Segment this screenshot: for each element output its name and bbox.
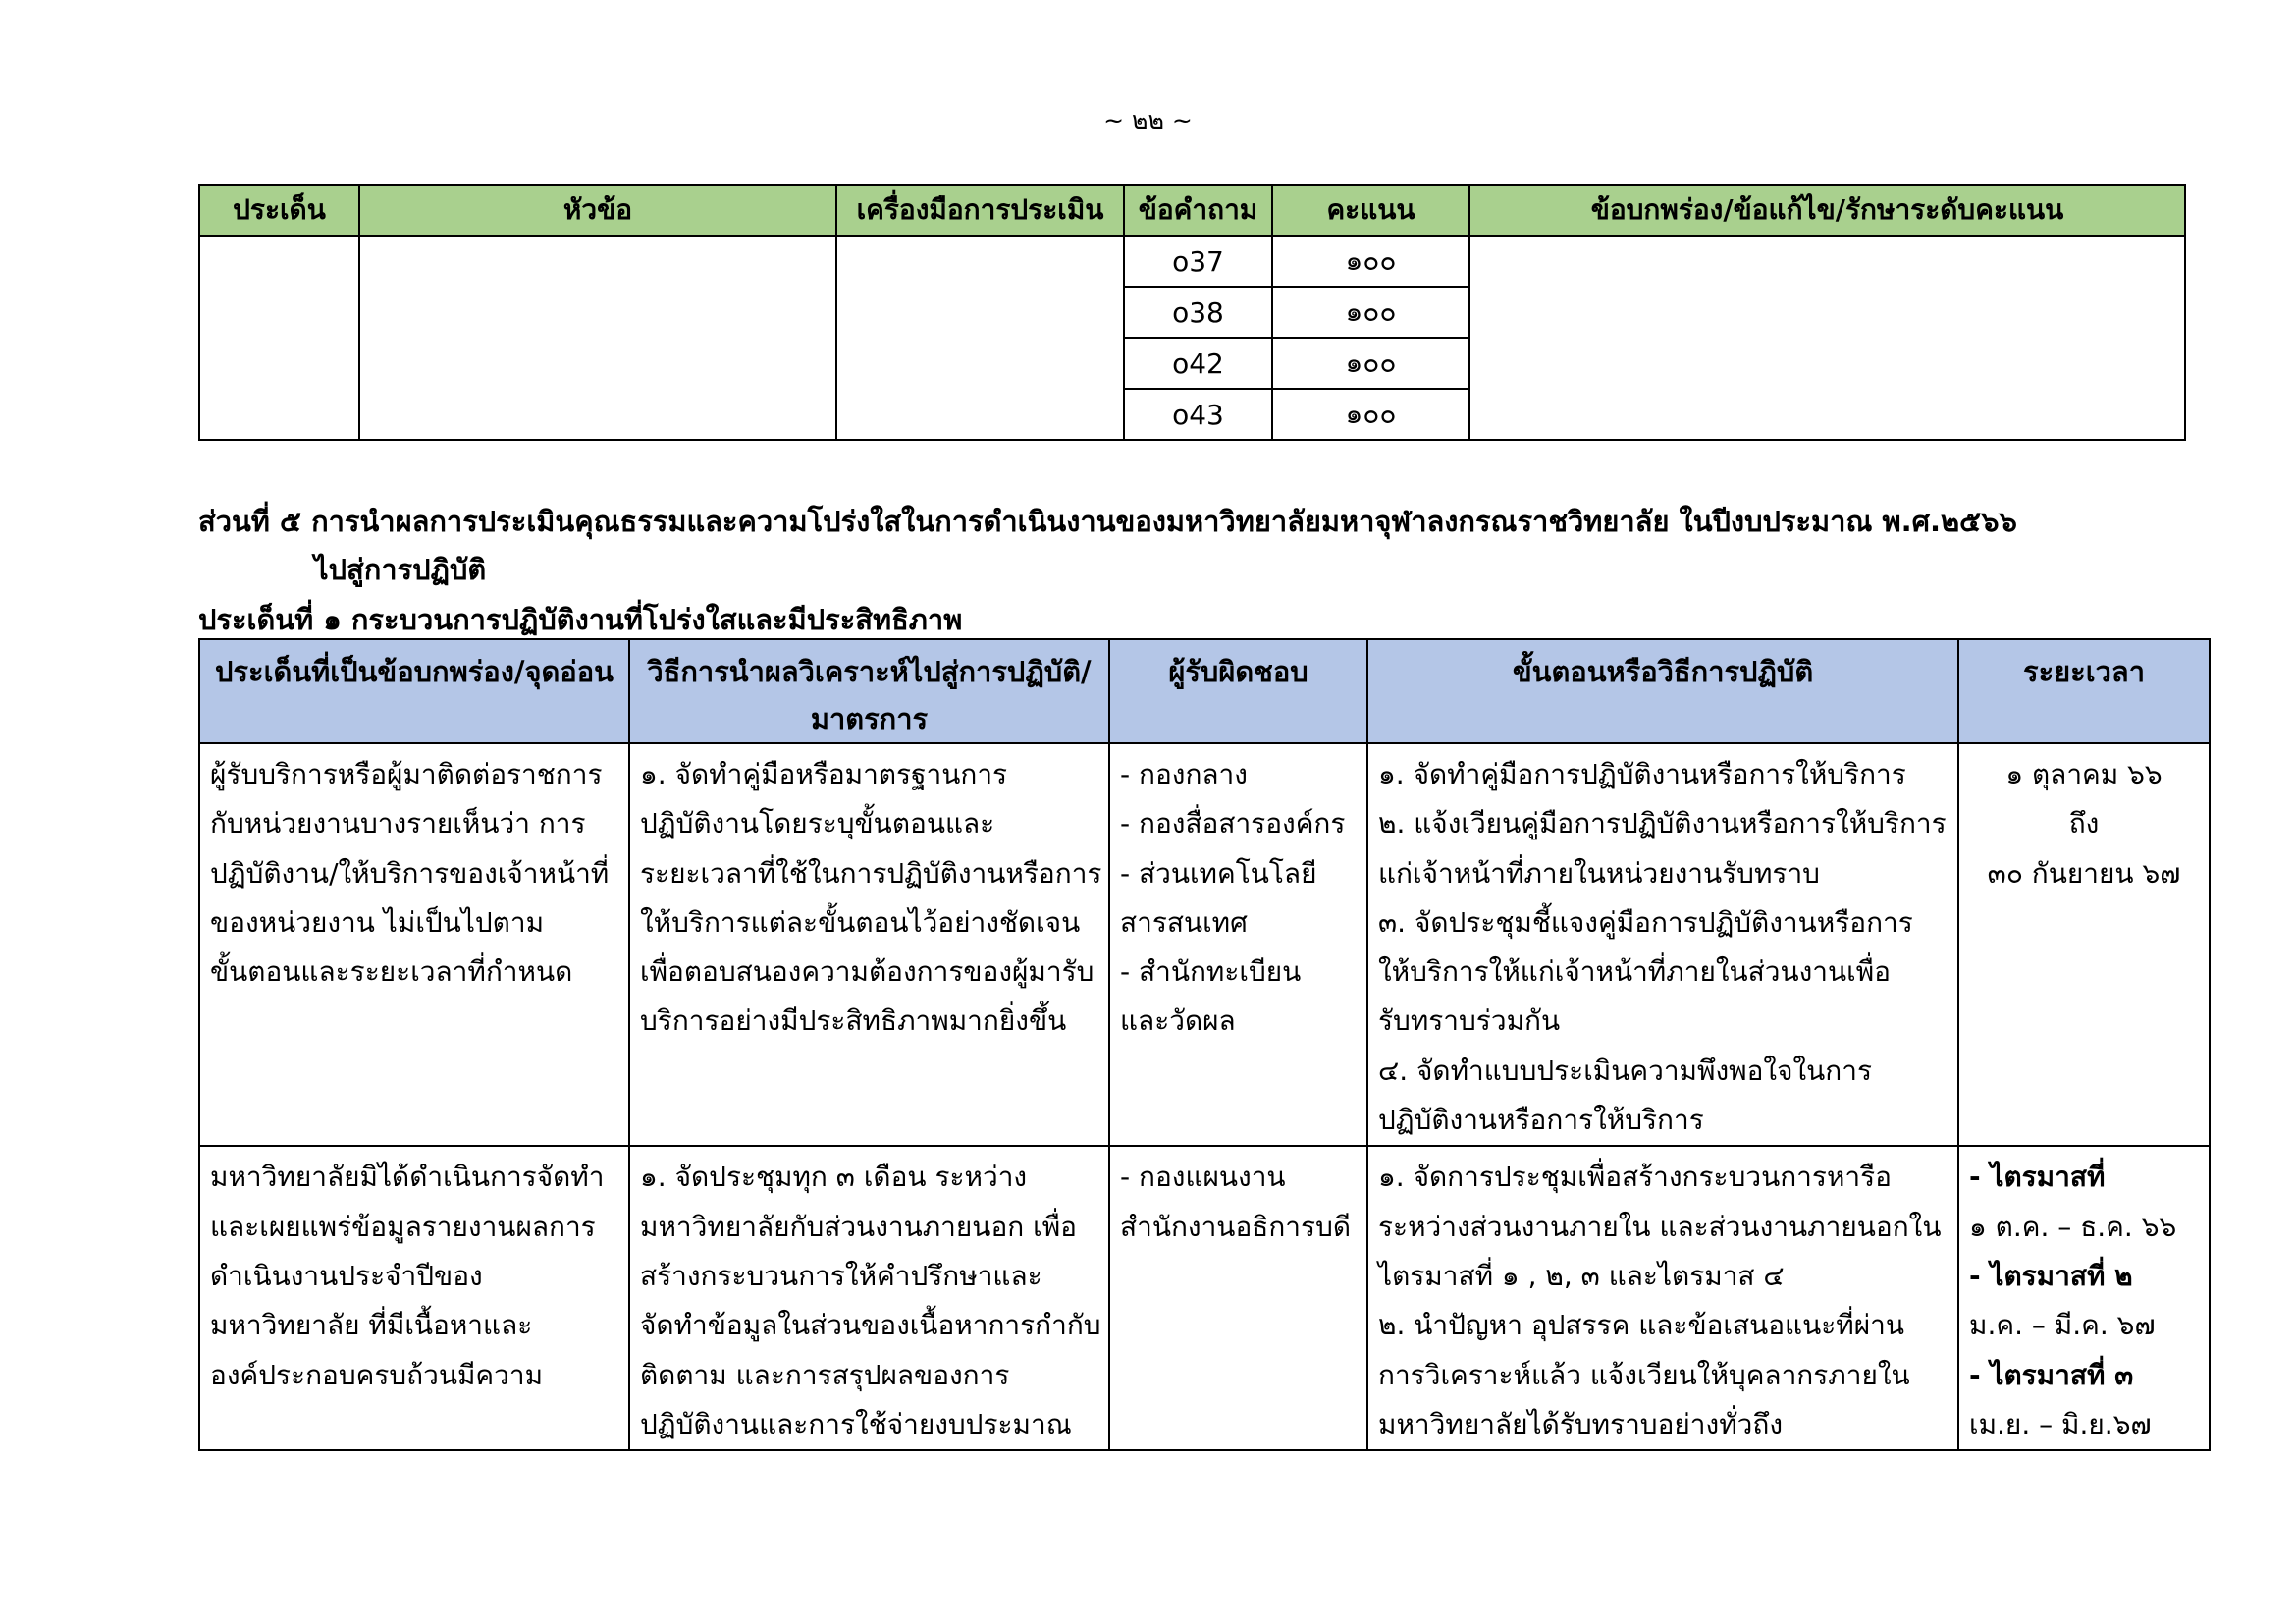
cell-line: - ส่วนเทคโนโลยี — [1120, 856, 1317, 890]
question-cell: o42 — [1124, 338, 1272, 389]
cell-line: ระยะเวลาที่ใช้ในการปฏิบัติงานหรือการ — [640, 856, 1102, 890]
cell-line: ขั้นตอนและระยะเวลาที่กำหนด — [210, 955, 573, 989]
header-issue: ประเด็น — [199, 185, 359, 236]
header-period: ระยะเวลา — [1958, 639, 2210, 743]
cell-line: แก่เจ้าหน้าที่ภายในหน่วยงานรับทราบ — [1378, 856, 1820, 890]
cell-line: ๒. แจ้งเวียนคู่มือการปฏิบัติงานหรือการให้บริการ — [1378, 807, 1947, 840]
question-cell: o37 — [1124, 236, 1272, 287]
method-cell — [629, 1146, 1109, 1450]
steps-cell — [1367, 1146, 1958, 1450]
responsible-cell — [1109, 743, 1367, 1146]
header-score: คะแนน — [1272, 185, 1469, 236]
header-method — [629, 639, 1109, 743]
cell-line: ไตรมาสที่ ๑ , ๒, ๓ และไตรมาส ๔ — [1378, 1259, 1785, 1292]
cell-line: สร้างกระบวนการให้คำปรึกษาและ — [640, 1259, 1042, 1292]
cell-line: จัดทำข้อมูลในส่วนของเนื้อหาการกำกับ — [640, 1309, 1101, 1342]
cell-line: บริการอย่างมีประสิทธิภาพมากยิ่งขึ้น — [640, 1004, 1067, 1038]
header-question: ข้อคำถาม — [1124, 185, 1272, 236]
cell-line: รับทราบร่วมกัน — [1378, 1004, 1561, 1038]
action-table-header — [199, 639, 2210, 743]
cell-line: ปฏิบัติงานโดยระบุขั้นตอนและ — [640, 807, 995, 840]
header-tool: เครื่องมือการประเมิน — [836, 185, 1124, 236]
cell-line: มหาวิทยาลัย ที่มีเนื้อหาและ — [210, 1309, 533, 1342]
cell-line: ๑. จัดการประชุมเพื่อสร้างกระบวนการหารือ — [1378, 1161, 1892, 1194]
steps-cell — [1367, 743, 1958, 1146]
cell-line: ปฏิบัติงานหรือการให้บริการ — [1378, 1104, 1704, 1137]
cell-line: ๓๐ กันยายน ๖๗ — [1987, 856, 2181, 890]
cell-line: - ไตรมาสที่ — [1969, 1161, 2106, 1194]
cell-line: - กองแผนงาน — [1120, 1161, 1286, 1194]
cell-line: กับหน่วยงานบางรายเห็นว่า การ — [210, 807, 586, 840]
cell-line: ๑ ต.ค. – ธ.ค. ๖๖ — [1969, 1210, 2177, 1243]
cell-line: ๑. จัดทำคู่มือการปฏิบัติงานหรือการให้บริการ — [1378, 758, 1906, 790]
cell-line: ระหว่างส่วนงานภายใน และส่วนงานภายนอกใน — [1378, 1210, 1942, 1243]
question-cell: o43 — [1124, 389, 1272, 440]
weakness-cell — [199, 743, 629, 1146]
topic-cell — [359, 236, 836, 440]
cell-line: เพื่อตอบสนองความต้องการของผู้มารับ — [640, 955, 1095, 989]
cell-line: - สำนักทะเบียน — [1120, 955, 1302, 989]
cell-line: และวัดผล — [1120, 1004, 1236, 1038]
cell-line: - ไตรมาสที่ ๒ — [1969, 1259, 2133, 1292]
cell-line: มหาวิทยาลัยได้รับทราบอย่างทั่วถึง — [1378, 1407, 1784, 1440]
cell-line: ๒. นำปัญหา อุปสรรค และข้อเสนอแนะที่ผ่าน — [1378, 1309, 1904, 1342]
cell-line: ม.ค. – มี.ค. ๖๗ — [1969, 1309, 2156, 1342]
weakness-cell — [199, 1146, 629, 1450]
header-topic: หัวข้อ — [359, 185, 836, 236]
cell-line: สารสนเทศ — [1120, 905, 1248, 939]
cell-line: ปฏิบัติงาน/ให้บริการของเจ้าหน้าที่ — [210, 856, 610, 890]
cell-line: - ไตรมาสที่ ๓ — [1969, 1358, 2134, 1391]
page-number: ~ ๒๒ ~ — [1103, 106, 1193, 135]
cell-line: ๑. จัดทำคู่มือหรือมาตรฐานการ — [640, 758, 1008, 790]
tool-cell — [836, 236, 1124, 440]
header-method-line: วิธีการนำผลวิเคราะห์ไปสู่การปฏิบัติ/ — [647, 655, 1092, 688]
cell-line: ติดตาม และการสรุปผลของการ — [640, 1358, 1010, 1391]
cell-line: องค์ประกอบครบถ้วนมีความ — [210, 1358, 544, 1391]
cell-line: และเผยแพร่ข้อมูลรายงานผลการ — [210, 1210, 596, 1243]
cell-line: มหาวิทยาลัยมิได้ดำเนินการจัดทำ — [210, 1161, 605, 1194]
header-remarks: ข้อบกพร่อง/ข้อแก้ไข/รักษาระดับคะแนน — [1469, 185, 2185, 236]
period-cell — [1958, 743, 2210, 1146]
question-cell: o38 — [1124, 287, 1272, 338]
cell-line: สำนักงานอธิการบดี — [1120, 1210, 1352, 1243]
period-cell — [1958, 1146, 2210, 1450]
score-cell: ๑๐๐ — [1272, 338, 1469, 389]
section-title: ส่วนที่ ๕ การนำผลการประเมินคุณธรรมและความโปร่งใสในการดำเนินงานของมหาวิทยาลัยมหาจุฬาลงกรณราชวิทยาลัย ในปีงบประมาณ พ.ศ.๒๕๖๖ — [198, 505, 2017, 538]
cell-line: ปฏิบัติงานและการใช้จ่ายงบประมาณ — [640, 1407, 1072, 1440]
cell-line: - กองสื่อสารองค์กร — [1120, 807, 1346, 840]
table-row — [199, 236, 2185, 287]
cell-line: การวิเคราะห์แล้ว แจ้งเวียนให้บุคลากรภายใน — [1378, 1358, 1910, 1391]
cell-line: ถึง — [2068, 807, 2100, 840]
cell-line: - กองกลาง — [1120, 758, 1248, 790]
score-cell: ๑๐๐ — [1272, 236, 1469, 287]
method-cell — [629, 743, 1109, 1146]
cell-line: ผู้รับบริการหรือผู้มาติดต่อราชการ — [210, 758, 603, 790]
cell-line: ๓. จัดประชุมชี้แจงคู่มือการปฏิบัติงานหรือการ — [1378, 905, 1913, 939]
score-cell: ๑๐๐ — [1272, 287, 1469, 338]
action-table — [198, 638, 2211, 1451]
cell-line: ดำเนินงานประจำปีของ — [210, 1259, 483, 1292]
responsible-cell — [1109, 1146, 1367, 1450]
header-responsible: ผู้รับผิดชอบ — [1109, 639, 1367, 743]
header-method-line: มาตรการ — [810, 702, 929, 735]
cell-line: เม.ย. – มิ.ย.๖๗ — [1969, 1407, 2152, 1440]
header-steps: ขั้นตอนหรือวิธีการปฏิบัติ — [1367, 639, 1958, 743]
score-cell: ๑๐๐ — [1272, 389, 1469, 440]
cell-line: ๑. จัดประชุมทุก ๓ เดือน ระหว่าง — [640, 1161, 1028, 1194]
cell-line: ให้บริการให้แก่เจ้าหน้าที่ภายในส่วนงานเพื่อ — [1378, 955, 1891, 989]
issue-title: ประเด็นที่ ๑ กระบวนการปฏิบัติงานที่โปร่งใสและมีประสิทธิภาพ — [198, 603, 963, 636]
cell-line: ๑ ตุลาคม ๖๖ — [2005, 758, 2163, 790]
score-table — [198, 184, 2186, 441]
cell-line: ให้บริการแต่ละขั้นตอนไว้อย่างชัดเจน — [640, 905, 1081, 939]
table-row — [199, 1146, 2210, 1450]
table-row — [199, 743, 2210, 1146]
cell-line: ของหน่วยงาน ไม่เป็นไปตาม — [210, 905, 545, 939]
score-table-header — [199, 185, 2185, 236]
cell-line: ๔. จัดทำแบบประเมินความพึงพอใจในการ — [1378, 1054, 1873, 1087]
cell-line: มหาวิทยาลัยกับส่วนงานภายนอก เพื่อ — [640, 1210, 1077, 1243]
header-weakness: ประเด็นที่เป็นข้อบกพร่อง/จุดอ่อน — [199, 639, 629, 743]
section-title-continued: ไปสู่การปฏิบัติ — [314, 553, 487, 586]
issue-cell — [199, 236, 359, 440]
remarks-cell — [1469, 236, 2185, 440]
